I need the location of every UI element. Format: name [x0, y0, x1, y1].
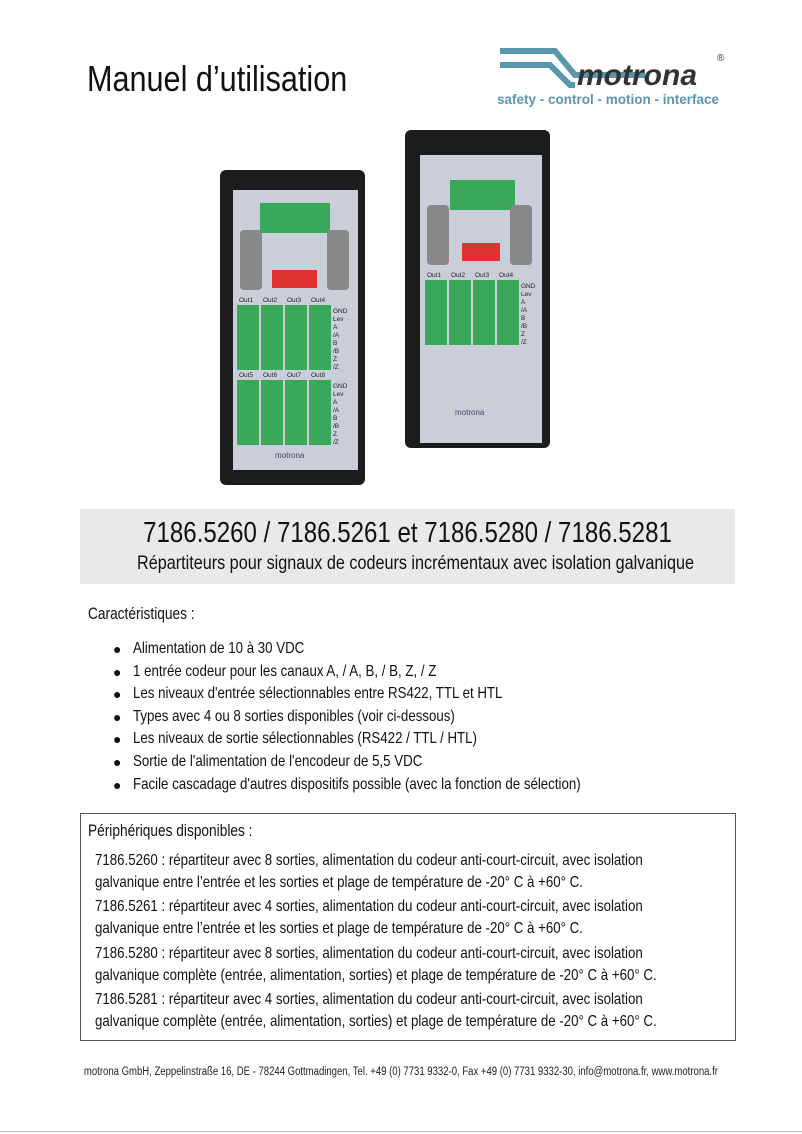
entry-line: galvanique complète (entrée, alimentation, sorties) et plage de température de -20° C à +60° C.	[95, 1013, 657, 1030]
svg-text:®: ®	[717, 53, 725, 64]
feature-text: Les niveaux de sortie sélectionnables (RS422 / TTL / HTL)	[133, 730, 477, 748]
pin-label: GND	[333, 383, 348, 390]
bullet-icon: ●	[113, 641, 122, 657]
feature-text: Les niveaux d'entrée sélectionnables entre RS422, TTL et HTL	[133, 685, 503, 703]
svg-text:motrona: motrona	[455, 408, 485, 417]
pin-label: /A	[333, 407, 340, 414]
logo-wordmark: motrona	[577, 59, 697, 92]
entry-line: 7186.5261 : répartiteur avec 4 sorties, alimentation du codeur anti-court-circuit, avec isolation	[95, 898, 643, 915]
entry-line: 7186.5260 : répartiteur avec 8 sorties, alimentation du codeur anti-court-circuit, avec isolation	[95, 852, 643, 869]
page-title-text: Manuel d’utilisation	[87, 58, 348, 99]
svg-text:motrona: motrona	[275, 451, 305, 460]
pin-label: A	[333, 324, 338, 331]
pin-label: Z	[333, 431, 337, 438]
page-title	[87, 58, 393, 100]
feature-text: Types avec 4 ou 8 sorties disponibles (voir ci-dessous)	[133, 707, 455, 725]
pin-label: Lev	[521, 291, 532, 298]
pin-label: Z	[521, 331, 525, 338]
output-label: Out7	[287, 372, 302, 379]
device-8-outputs	[220, 170, 365, 485]
bullet-icon: ●	[113, 686, 122, 703]
device-entry	[95, 943, 772, 987]
bullet-icon: ●	[113, 776, 122, 793]
entry-line: galvanique entre l’entrée et les sorties et plage de température de -20° C à +60° C.	[95, 874, 583, 891]
logo-tagline: safety - control - motion - interface	[497, 92, 720, 107]
output-label: Out4	[499, 272, 514, 279]
entry-line: galvanique complète (entrée, alimentation, sorties) et plage de température de -20° C à +60° C.	[95, 967, 657, 984]
pin-label: /Z	[521, 339, 527, 346]
feature-text: Facile cascadage d'autres dispositifs possible (avec la fonction de sélection)	[133, 775, 581, 793]
devices-heading: Périphériques disponibles :	[88, 822, 253, 840]
feature-item	[113, 708, 672, 731]
device-entry	[95, 850, 755, 894]
output-label: Out3	[287, 297, 302, 304]
bullet-icon: ●	[113, 663, 122, 680]
footer	[0, 1066, 802, 1078]
pin-label: /B	[333, 423, 340, 430]
pin-label: B	[333, 415, 338, 422]
bullet-icon: ●	[113, 753, 122, 770]
output-label: Out2	[263, 297, 278, 304]
pin-label: /Z	[333, 439, 339, 446]
divider	[0, 1131, 802, 1132]
features-list	[113, 640, 672, 798]
features-heading	[88, 605, 216, 624]
output-label: Out6	[263, 372, 278, 379]
entry-line: galvanique entre l’entrée et les sorties et plage de température de -20° C à +60° C.	[95, 920, 583, 937]
pin-label: /B	[521, 323, 528, 330]
pin-label: A	[521, 299, 526, 306]
product-numbers-heading: 7186.5260 / 7186.5261 et 7186.5280 / 7186.5281	[143, 517, 672, 549]
feature-item	[113, 730, 672, 753]
features-heading-text: Caractéristiques :	[88, 605, 195, 623]
feature-text: Sortie de l'alimentation de l'encodeur de 5,5 VDC	[133, 752, 423, 770]
entry-line: 7186.5281 : répartiteur avec 4 sorties, alimentation du codeur anti-court-circuit, avec isolation	[95, 991, 643, 1008]
pin-label: Z	[333, 356, 337, 363]
product-title-band	[80, 509, 735, 584]
pin-label: B	[521, 315, 526, 322]
feature-text: Alimentation de 10 à 30 VDC	[133, 640, 305, 657]
product-image	[215, 125, 560, 490]
feature-text: 1 entrée codeur pour les canaux A, / A, B, / B, Z, / Z	[133, 662, 437, 680]
product-subtitle: Répartiteurs pour signaux de codeurs incrémentaux avec isolation galvanique	[137, 552, 694, 574]
device-4-outputs	[405, 130, 550, 448]
output-label: Out2	[451, 272, 466, 279]
output-label: Out1	[427, 272, 442, 279]
feature-item	[113, 663, 672, 686]
output-label: Out1	[239, 297, 254, 304]
available-devices-box	[80, 813, 736, 1041]
pin-label: Lev	[333, 391, 344, 398]
pin-label: A	[333, 399, 338, 406]
pin-label: B	[333, 340, 338, 347]
footer-text: motrona GmbH, Zeppelinstraße 16, DE - 78244 Gottmadingen, Tel. +49 (0) 7731 9332-0, Fax +49 (0) 7731 9332-30, info@motrona.fr, www.motrona.fr	[84, 1066, 718, 1078]
pin-label: /B	[333, 348, 340, 355]
bullet-icon: ●	[113, 731, 122, 748]
output-label: Out3	[475, 272, 490, 279]
pin-label: /Z	[333, 364, 339, 371]
output-label: Out4	[311, 297, 326, 304]
pin-label: GND	[521, 283, 536, 290]
bullet-icon: ●	[113, 708, 122, 725]
pin-label: Lev	[333, 316, 344, 323]
device-entry	[95, 989, 772, 1033]
feature-item	[113, 776, 672, 799]
feature-item	[113, 640, 672, 663]
feature-item	[113, 685, 672, 708]
output-label: Out5	[239, 372, 254, 379]
pin-label: /A	[521, 307, 528, 314]
pin-label: /A	[333, 332, 340, 339]
device-entry	[95, 896, 755, 940]
output-label: Out8	[311, 372, 326, 379]
feature-item	[113, 753, 672, 776]
pin-label: GND	[333, 308, 348, 315]
entry-line: 7186.5280 : répartiteur avec 8 sorties, alimentation du codeur anti-court-circuit, avec isolation	[95, 945, 643, 962]
